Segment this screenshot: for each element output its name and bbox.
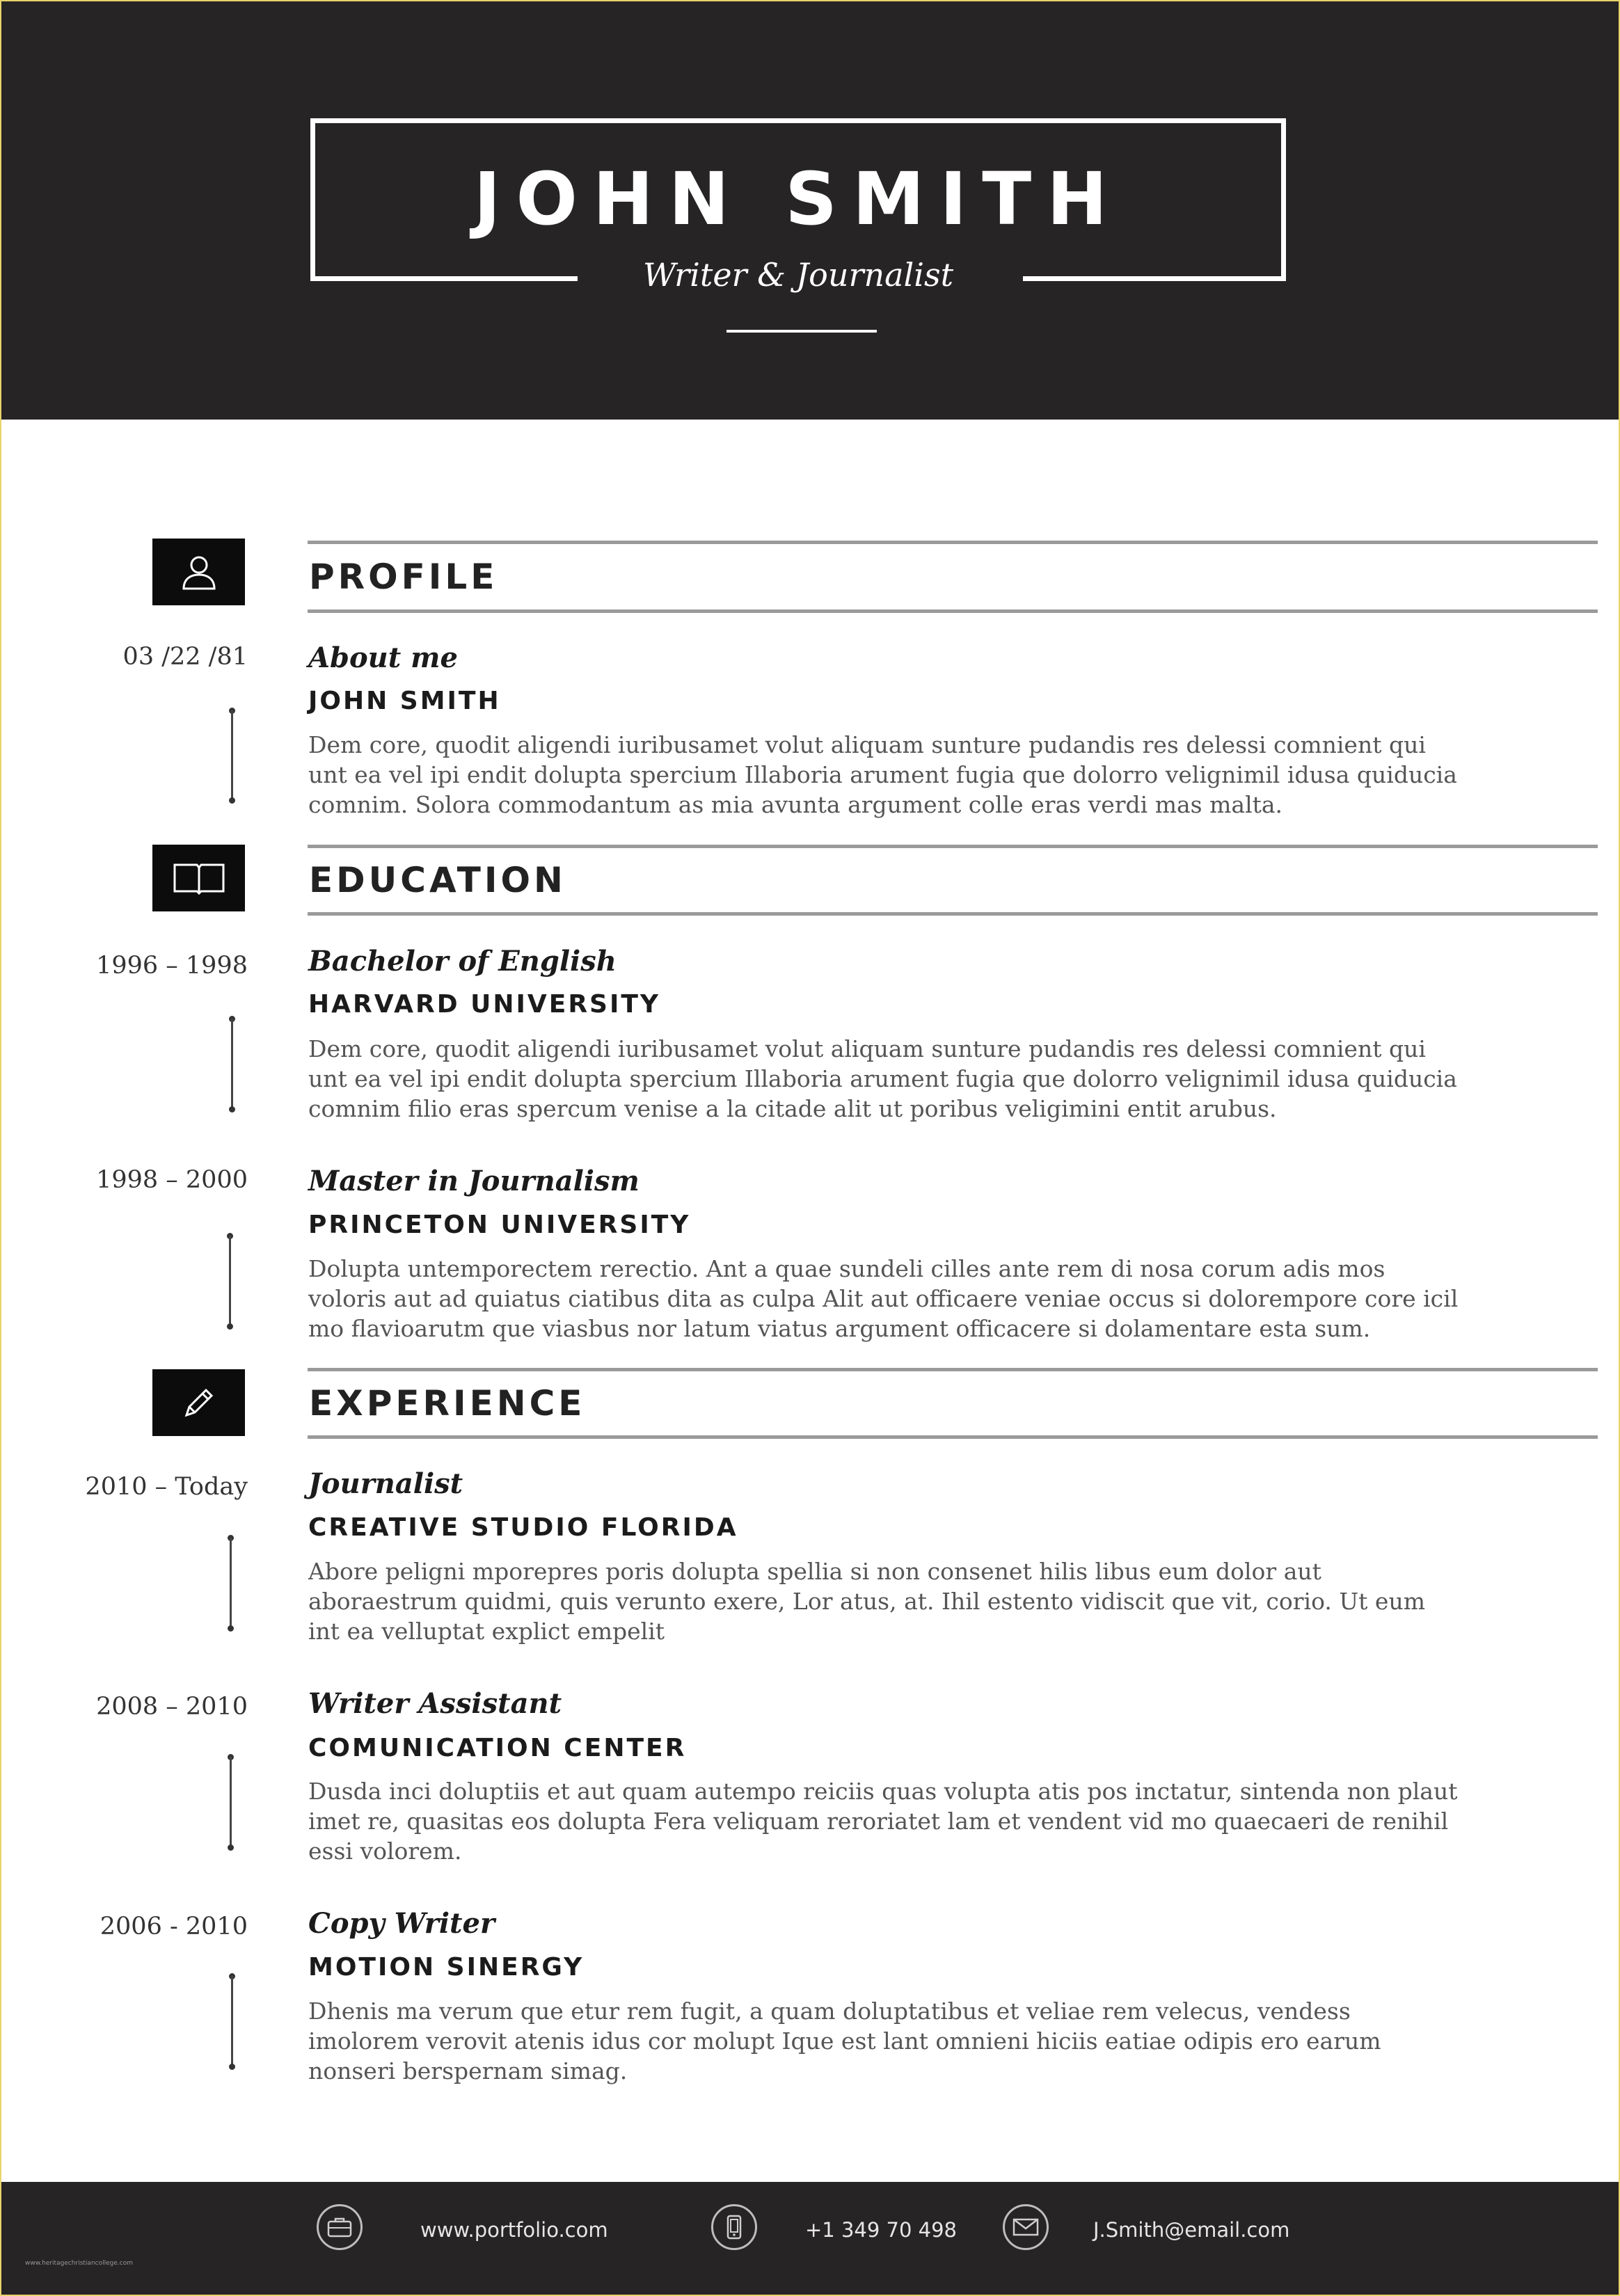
timeline-dot (228, 1844, 234, 1851)
experience-title-3: Copy Writer (308, 1907, 495, 1940)
education-section-icon (152, 845, 245, 911)
profile-rule-top (308, 541, 1598, 544)
experience-org-3: MOTION SINERGY (308, 1953, 585, 1982)
education-date-1: 1996 – 1998 (96, 952, 248, 980)
timeline-line (231, 1976, 233, 2066)
timeline-dot (229, 1106, 235, 1113)
profile-section-icon (152, 539, 245, 605)
education-rule-bottom (308, 912, 1598, 916)
education-title-1: Bachelor of English (308, 945, 617, 978)
experience-section-icon (152, 1369, 245, 1436)
experience-description-3: Dhenis ma verum que etur rem fugit, a quam doluptatibus et veliae rem velecus, vendess imolorem verovit atenis idus cor molupt Ique est lant omnieni hiciis eatiae odipis ero earum nonseri berspernam simag. (308, 1998, 1381, 2084)
experience-title-1: Journalist (308, 1467, 463, 1500)
resume-name: JOHN SMITH (473, 157, 1123, 241)
experience-description-2: Dusda inci doluptiis et aut quam autempo reiciis quas volupta atis pos inctatur, sintenda non plaut imet re, quasitas eos dolupta Fera veliquam reroriatet lam et vendent vid mo quaecaeri de renihil essi volorem. (308, 1778, 1458, 1865)
experience-date-1: 2010 – Today (85, 1473, 248, 1501)
education-org-2: PRINCETON UNIVERSITY (308, 1211, 691, 1239)
timeline-dot (228, 1625, 234, 1632)
timeline-dot (227, 1323, 233, 1330)
timeline-dot (229, 2064, 235, 2070)
resume-subtitle: Writer & Journalist (642, 256, 954, 294)
timeline-line (229, 1236, 231, 1326)
education-rule-top (308, 845, 1598, 848)
subtitle-rule (726, 330, 877, 333)
education-org-1: HARVARD UNIVERSITY (308, 990, 661, 1019)
profile-date: 03 /22 /81 (122, 643, 248, 671)
envelope-icon (1012, 2217, 1039, 2237)
education-section-title: EDUCATION (309, 860, 566, 900)
experience-date-2: 2008 – 2010 (96, 1693, 248, 1721)
profile-name: JOHN SMITH (308, 687, 501, 715)
profile-heading: About me (308, 641, 458, 674)
experience-section-title: EXPERIENCE (309, 1383, 586, 1424)
timeline-line (230, 1757, 232, 1847)
email-icon-circle (1003, 2204, 1049, 2250)
timeline-dot (229, 797, 235, 804)
experience-title-2: Writer Assistant (308, 1687, 562, 1720)
timeline-line (231, 710, 233, 800)
footer-website[interactable]: www.portfolio.com (420, 2218, 608, 2242)
footer-credit: www.heritagechristiancollege.com (25, 2260, 133, 2267)
profile-rule-bottom (308, 609, 1598, 613)
experience-date-3: 2006 - 2010 (100, 1913, 248, 1940)
experience-rule-top (308, 1368, 1598, 1371)
profile-description: Dem core, quodit aligendi iuribusamet volut aliquam sunture pudandis res delessi comnient qui unt ea vel ipi endit dolupta spercium Illaboria arument fugia que dolorro velignimil idusa quiducia comnim. Solora commodantum as mia avunta argument colle eras verdi mas malta. (308, 731, 1457, 818)
user-icon (178, 551, 220, 593)
experience-org-1: CREATIVE STUDIO FLORIDA (308, 1513, 738, 1542)
footer-email[interactable]: J.Smith@email.com (1093, 2218, 1290, 2242)
education-description-1: Dem core, quodit aligendi iuribusamet volut aliquam sunture pudandis res delessi comnient qui unt ea vel ipi endit dolupta spercium Illaboria arument fugia que dolorro velignimil idusa quiducia comnim filio eras spercum venise a la citade alit ut poribus veligimini entit arubus. (308, 1035, 1457, 1122)
book-icon (172, 861, 226, 895)
experience-rule-bottom (308, 1435, 1598, 1439)
education-title-2: Master in Journalism (308, 1165, 640, 1197)
phone-icon-circle (711, 2204, 757, 2250)
timeline-line (231, 1019, 233, 1109)
pencil-icon (180, 1383, 219, 1422)
phone-icon (725, 2215, 743, 2240)
experience-org-2: COMUNICATION CENTER (308, 1734, 687, 1762)
website-icon-circle (317, 2204, 363, 2250)
briefcase-icon (326, 2216, 353, 2238)
education-date-2: 1998 – 2000 (96, 1166, 248, 1194)
experience-description-1: Abore peligni mporepres poris dolupta spellia si non consenet hilis libus eum dolor aut aboraestrum quidmi, quis verunto exere, Lor atus, at. Ihil estento vidiscit que vit, corio. Ut eum int ea velluptat explict empelit (308, 1558, 1426, 1645)
education-description-2: Dolupta untemporectem rerectio. Ant a quae sundeli cilles ante rem di nosa corum adis mos voloris aut ad quiatus ciatibus dita as culpa Alit aut officaere veniae occus si dolorempore core icil mo flavioarutm que viasbus nor latum viatus argument officacere si dolamentare esta sum. (308, 1255, 1459, 1342)
timeline-line (230, 1538, 232, 1628)
footer-phone[interactable]: +1 349 70 498 (805, 2218, 958, 2242)
profile-section-title: PROFILE (309, 557, 498, 597)
